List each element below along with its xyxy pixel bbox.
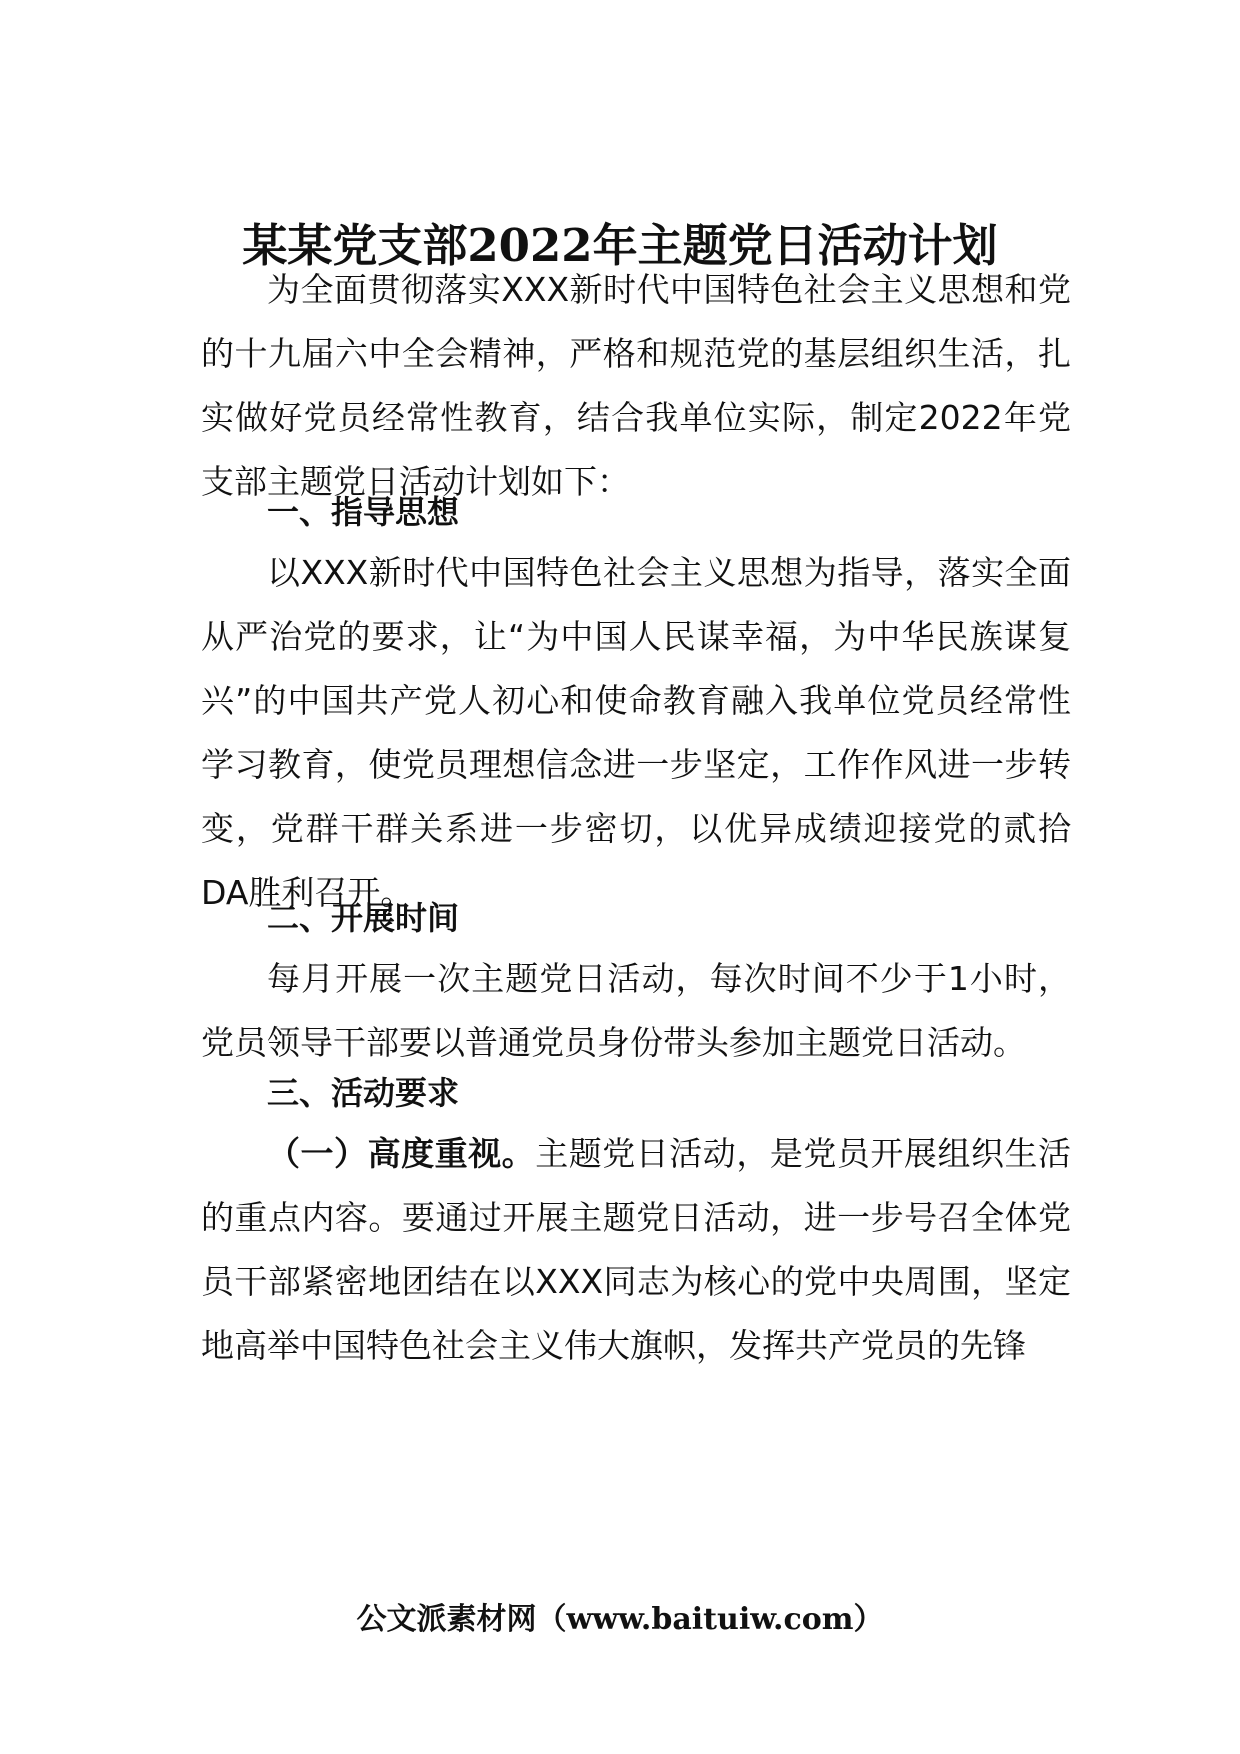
section-heading-schedule: 二、开展时间	[267, 899, 460, 937]
section-paragraph-guiding-ideology: 以XXX新时代中国特色社会主义思想为指导，落实全面从严治党的要求，让“为中国人民谋幸福，为中华民族谋复兴”的中国共产党人初心和使命教育融入我单位党员经常性学习教育，使党员理想信念进一步坚定，工作作风进一步转变，党群干群关系进一步密切，以优异成绩迎接党的贰拾DA胜利召开。	[201, 553, 1071, 912]
section-paragraph-requirements-item1	[201, 1122, 1071, 1378]
item-body-text: 主题党日活动，是党员开展组织生活的重点内容。要通过开展主题党日活动，进一步号召全体党员干部紧密地团结在以XXX同志为核心的党中央周围，坚定地高举中国特色社会主义伟大旗帜，发挥共产党员的先锋	[201, 1134, 1072, 1365]
section-heading-requirements: 三、活动要求	[267, 1074, 460, 1112]
intro-paragraph: 为全面贯彻落实XXX新时代中国特色社会主义思想和党的十九届六中全会精神，严格和规范党的基层组织生活，扎实做好党员经常性教育，结合我单位实际，制定2022年党支部主题党日活动计划如下：	[201, 270, 1071, 501]
document-title: 某某党支部2022年主题党日活动计划	[242, 219, 998, 272]
item-lead-label: （一）高度重视。	[267, 1134, 536, 1173]
section-paragraph-schedule: 每月开展一次主题党日活动，每次时间不少于1小时，党员领导干部要以普通党员身份带头参加主题党日活动。	[201, 959, 1071, 1062]
section-heading-guiding-ideology: 一、指导思想	[267, 493, 460, 531]
footer-watermark: 公文派素材网（www.baituiw.com）	[356, 1602, 884, 1637]
